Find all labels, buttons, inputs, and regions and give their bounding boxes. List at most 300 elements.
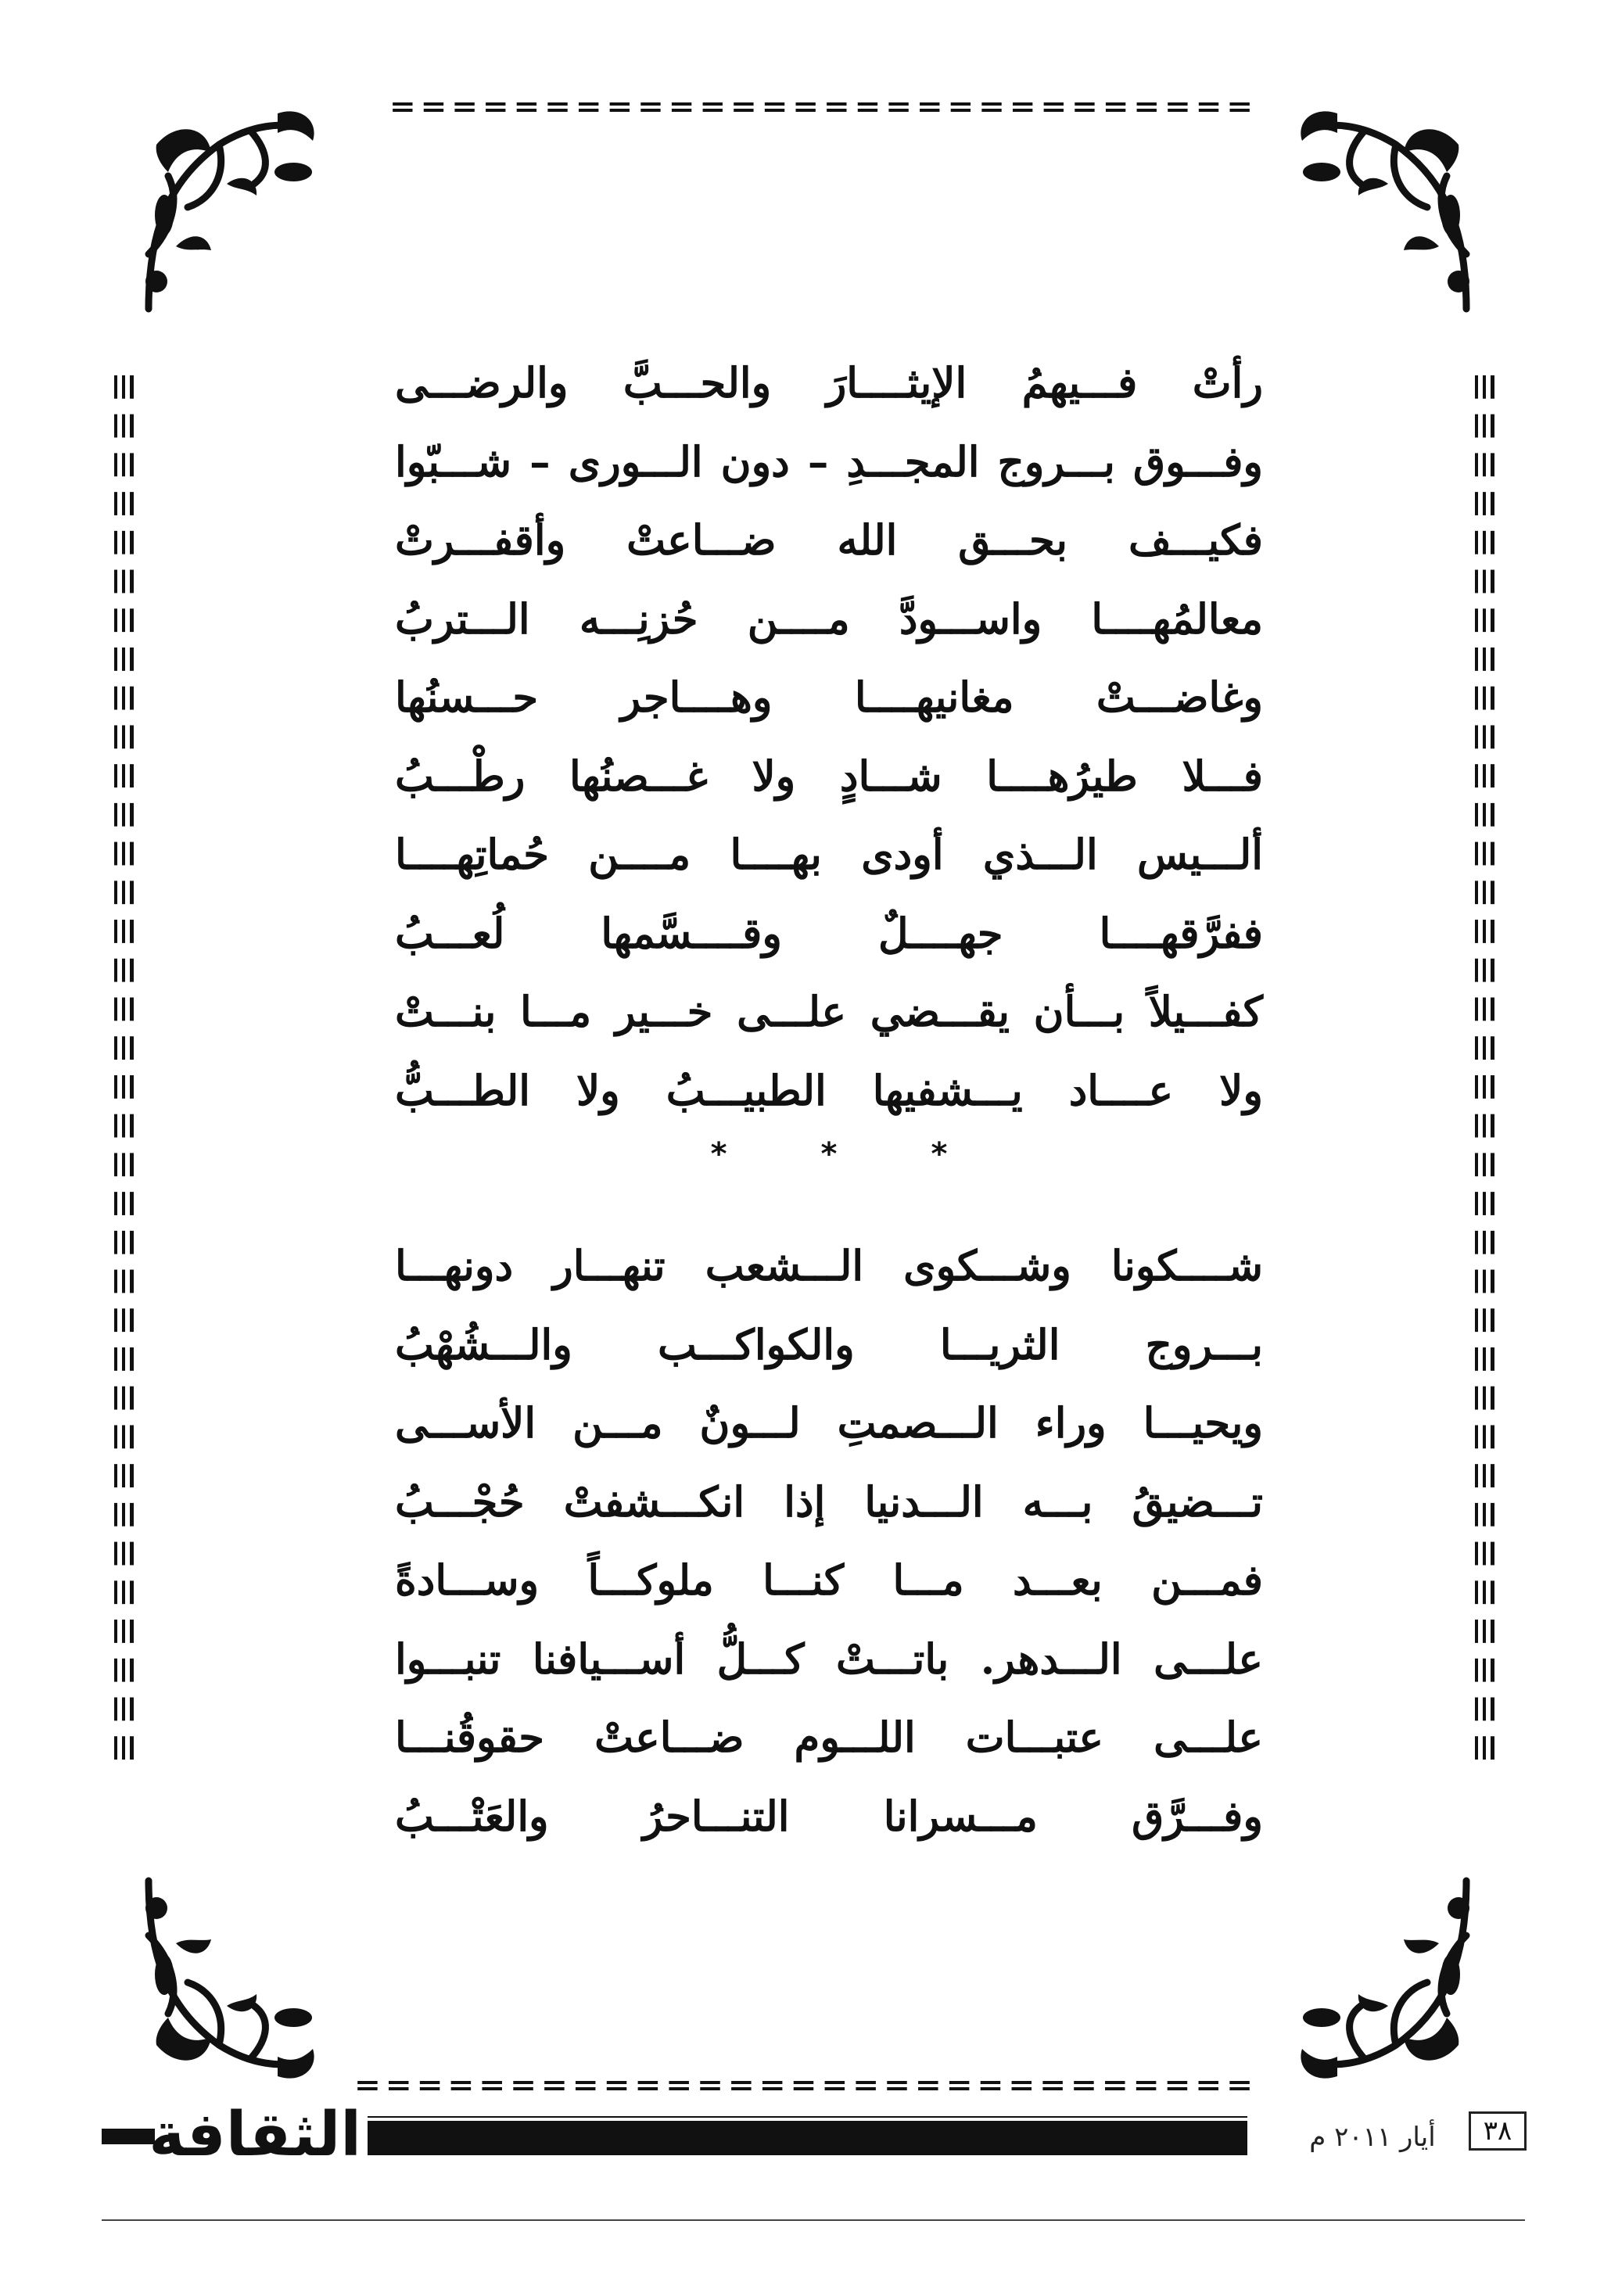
dash-mark bbox=[1012, 2087, 1032, 2090]
border-bar-mark bbox=[1483, 1270, 1486, 1293]
dash-mark bbox=[795, 102, 815, 106]
dash-mark bbox=[1199, 102, 1218, 106]
corner-ornament-bottom-left bbox=[133, 1873, 321, 2092]
issue-date: أيار ٢٠١١ م bbox=[1309, 2122, 1436, 2153]
border-bar-mark bbox=[1475, 531, 1478, 554]
border-bar-mark bbox=[1483, 1580, 1486, 1604]
border-bar-mark bbox=[130, 920, 134, 943]
dash-mark bbox=[1075, 109, 1094, 112]
dash-mark bbox=[703, 109, 723, 112]
border-bar-mark bbox=[1475, 375, 1478, 399]
border-bar-mark bbox=[1475, 1580, 1478, 1604]
border-bar-mark bbox=[114, 920, 117, 943]
dash-mark bbox=[981, 102, 1001, 106]
dash-mark bbox=[1199, 2087, 1218, 2090]
dash-mark bbox=[424, 102, 443, 106]
border-bar-mark bbox=[1475, 608, 1478, 632]
dash-mark bbox=[949, 2081, 969, 2084]
dash-mark bbox=[1168, 102, 1187, 106]
dash-mark bbox=[795, 109, 815, 112]
border-bar-mark bbox=[1475, 1075, 1478, 1099]
border-bar-mark bbox=[122, 608, 125, 632]
dash-mark bbox=[1042, 2087, 1062, 2090]
border-bar-mark bbox=[1475, 648, 1478, 671]
border-bar-mark bbox=[130, 1659, 134, 1682]
border-bar-mark bbox=[114, 1270, 117, 1293]
dash-mark bbox=[672, 102, 691, 106]
dash-mark bbox=[576, 2087, 595, 2090]
dash-mark bbox=[669, 2087, 688, 2090]
dash-mark bbox=[731, 2081, 751, 2084]
border-bar-mark bbox=[114, 1580, 117, 1604]
border-bar-mark bbox=[1475, 492, 1478, 515]
dash-mark bbox=[482, 2081, 501, 2084]
dash-mark bbox=[640, 102, 660, 106]
border-bar-mark bbox=[1475, 414, 1478, 438]
verse-line: فـــلا طيرُهــــا شـــادٍ ولا غـــصنُها رطْـــبُ bbox=[395, 752, 1263, 801]
border-bar-mark bbox=[114, 1542, 117, 1566]
border-bar-mark bbox=[1491, 687, 1494, 710]
dash-mark bbox=[357, 2081, 377, 2084]
dash-mark bbox=[703, 102, 723, 106]
dash-mark bbox=[794, 2081, 813, 2084]
verse-line: كفـــيلاً بـــأن يقـــضي علـــى خـــير مـــا بنـــتْ bbox=[395, 988, 1263, 1037]
border-bar-mark bbox=[1491, 1698, 1494, 1721]
border-bar-mark bbox=[130, 1580, 134, 1604]
border-bar-mark bbox=[1475, 1347, 1478, 1371]
border-bar-mark bbox=[114, 1036, 117, 1060]
border-bar-mark bbox=[114, 1308, 117, 1332]
dash-mark bbox=[454, 102, 474, 106]
border-bar-mark bbox=[130, 1698, 134, 1721]
border-bar-mark bbox=[130, 998, 134, 1021]
border-bar-mark bbox=[130, 803, 134, 827]
right-border-bars bbox=[1470, 368, 1502, 1767]
border-bar-mark bbox=[122, 959, 125, 982]
dash-mark bbox=[451, 2081, 471, 2084]
verse-line: فمـــن بعـــد مـــا كنـــا ملوكـــاً وســـادةً bbox=[395, 1556, 1263, 1605]
dash-mark bbox=[1044, 109, 1064, 112]
poem bbox=[395, 344, 1263, 1856]
border-bar-mark bbox=[130, 1153, 134, 1176]
border-bar-mark bbox=[122, 1542, 125, 1566]
border-bar-mark bbox=[114, 1659, 117, 1682]
border-bar-mark bbox=[114, 881, 117, 904]
separator-star: * bbox=[710, 1136, 727, 1172]
verse-line: وفـــوق بـــروج المجـــدِ – دون الـــورى – شـــبّوا bbox=[395, 437, 1263, 486]
border-bar-mark bbox=[1491, 725, 1494, 748]
dash-mark bbox=[357, 2087, 377, 2090]
border-bar-mark bbox=[114, 998, 117, 1021]
dash-mark bbox=[1168, 2081, 1187, 2084]
border-bar-mark bbox=[130, 1036, 134, 1060]
border-bar-mark bbox=[1475, 1231, 1478, 1254]
dash-mark bbox=[827, 102, 846, 106]
border-bar-mark bbox=[122, 1347, 125, 1371]
page-number: ٣٨ bbox=[1469, 2111, 1527, 2151]
dash-mark bbox=[1075, 102, 1094, 106]
border-bar-mark bbox=[130, 842, 134, 866]
border-bar-mark bbox=[1483, 570, 1486, 594]
dash-mark bbox=[1229, 109, 1249, 112]
border-bar-mark bbox=[1483, 959, 1486, 982]
verse-line: علـــى عتبـــات اللـــوم ضـــاعتْ حقوقُنـــا bbox=[395, 1713, 1263, 1763]
dash-mark bbox=[918, 2087, 938, 2090]
dash-mark bbox=[610, 102, 630, 106]
dash-mark bbox=[547, 102, 567, 106]
border-bar-mark bbox=[1483, 531, 1486, 554]
border-bar-mark bbox=[114, 1231, 117, 1254]
verse-line: ألـــيس الـــذي أودى بهــــا مــــن حُماتِهــــا bbox=[395, 831, 1263, 880]
border-bar-mark bbox=[1491, 1580, 1494, 1604]
border-bar-mark bbox=[1483, 1542, 1486, 1566]
dash-mark bbox=[513, 2087, 533, 2090]
border-bar-mark bbox=[1491, 1192, 1494, 1215]
border-bar-mark bbox=[130, 1270, 134, 1293]
border-bar-mark bbox=[1475, 1192, 1478, 1215]
dash-mark bbox=[734, 109, 753, 112]
stanza-1 bbox=[395, 344, 1263, 1130]
border-bar-mark bbox=[1475, 725, 1478, 748]
border-bar-mark bbox=[130, 1736, 134, 1760]
border-bar-mark bbox=[114, 1464, 117, 1487]
border-bar-mark bbox=[114, 842, 117, 866]
dash-mark bbox=[1229, 2081, 1249, 2084]
border-bar-mark bbox=[1491, 881, 1494, 904]
stanza-separator bbox=[395, 1130, 1263, 1208]
border-bar-mark bbox=[130, 1231, 134, 1254]
border-bar-mark bbox=[122, 998, 125, 1021]
dash-mark bbox=[825, 2081, 845, 2084]
border-bar-mark bbox=[130, 531, 134, 554]
border-bar-mark bbox=[1483, 920, 1486, 943]
dash-mark bbox=[1105, 2081, 1125, 2084]
footer-thin-rule bbox=[368, 2116, 1247, 2118]
border-bar-mark bbox=[122, 648, 125, 671]
border-bar-mark bbox=[114, 492, 117, 515]
footer-left-bar bbox=[102, 2129, 155, 2144]
border-bar-mark bbox=[1475, 1620, 1478, 1643]
border-bar-mark bbox=[130, 1075, 134, 1099]
dash-mark bbox=[920, 109, 939, 112]
border-bar-mark bbox=[1483, 375, 1486, 399]
dash-mark bbox=[1106, 102, 1125, 106]
border-bar-mark bbox=[122, 1464, 125, 1487]
border-bar-mark bbox=[130, 725, 134, 748]
border-bar-mark bbox=[1483, 1736, 1486, 1760]
dash-mark bbox=[949, 2087, 969, 2090]
border-bar-mark bbox=[1475, 1698, 1478, 1721]
dash-mark bbox=[482, 2087, 501, 2090]
dash-mark bbox=[607, 2087, 626, 2090]
dash-mark bbox=[858, 102, 877, 106]
border-bar-mark bbox=[1491, 1425, 1494, 1448]
border-bar-mark bbox=[122, 803, 125, 827]
separator-star: * bbox=[931, 1136, 948, 1172]
dash-mark bbox=[1074, 2087, 1093, 2090]
border-bar-mark bbox=[1475, 1114, 1478, 1138]
border-bar-mark bbox=[130, 1503, 134, 1526]
border-bar-mark bbox=[1475, 1736, 1478, 1760]
dash-mark bbox=[981, 2087, 1000, 2090]
dash-mark bbox=[731, 2087, 751, 2090]
border-bar-mark bbox=[1491, 1659, 1494, 1682]
verse-line: بـــروج الثريـــا والكواكـــب والـــشُهْبُ bbox=[395, 1320, 1263, 1369]
border-bar-mark bbox=[122, 1698, 125, 1721]
border-bar-mark bbox=[1475, 764, 1478, 787]
border-bar-mark bbox=[1483, 842, 1486, 866]
dash-mark bbox=[1013, 102, 1032, 106]
verse-line: وغاضـــتْ مغانيهــــا وهــــاجر حـــسنُها bbox=[395, 673, 1263, 723]
border-bar-mark bbox=[1491, 1503, 1494, 1526]
dash-mark bbox=[762, 2087, 782, 2090]
border-bar-mark bbox=[130, 375, 134, 399]
border-bar-mark bbox=[122, 453, 125, 476]
border-bar-mark bbox=[114, 1387, 117, 1410]
border-bar-mark bbox=[114, 531, 117, 554]
verse-line: ويحيـــا وراء الـــصمتِ لـــونٌ مـــن الأســـى bbox=[395, 1399, 1263, 1448]
dash-mark bbox=[827, 109, 846, 112]
dash-mark bbox=[451, 2087, 471, 2090]
border-bar-mark bbox=[1475, 1153, 1478, 1176]
footer-rule bbox=[102, 2219, 1525, 2221]
border-bar-mark bbox=[1491, 1542, 1494, 1566]
dash-mark bbox=[700, 2081, 719, 2084]
dash-mark bbox=[1137, 102, 1157, 106]
dash-mark bbox=[825, 2087, 845, 2090]
dash-mark bbox=[858, 109, 877, 112]
dash-mark bbox=[669, 2081, 688, 2084]
dash-mark bbox=[734, 102, 753, 106]
border-bar-mark bbox=[1475, 1270, 1478, 1293]
border-bar-mark bbox=[1483, 1503, 1486, 1526]
dash-mark bbox=[762, 2081, 782, 2084]
border-bar-mark bbox=[130, 1308, 134, 1332]
border-bar-mark bbox=[114, 1192, 117, 1215]
border-bar-mark bbox=[1475, 1425, 1478, 1448]
border-bar-mark bbox=[1483, 1075, 1486, 1099]
border-bar-mark bbox=[1491, 842, 1494, 866]
border-bar-mark bbox=[122, 375, 125, 399]
border-bar-mark bbox=[130, 764, 134, 787]
border-bar-mark bbox=[1491, 492, 1494, 515]
dash-mark bbox=[887, 2087, 906, 2090]
dash-mark bbox=[513, 2081, 533, 2084]
bottom-dashed-rule bbox=[352, 2080, 1255, 2093]
border-bar-mark bbox=[130, 608, 134, 632]
border-bar-mark bbox=[1483, 1308, 1486, 1332]
border-bar-mark bbox=[1483, 1620, 1486, 1643]
border-bar-mark bbox=[1491, 648, 1494, 671]
dash-mark bbox=[1105, 2087, 1125, 2090]
dash-mark bbox=[887, 2081, 906, 2084]
dash-mark bbox=[576, 2081, 595, 2084]
border-bar-mark bbox=[122, 1153, 125, 1176]
border-bar-mark bbox=[114, 414, 117, 438]
border-bar-mark bbox=[130, 959, 134, 982]
border-bar-mark bbox=[122, 1503, 125, 1526]
border-bar-mark bbox=[114, 453, 117, 476]
border-bar-mark bbox=[1475, 1542, 1478, 1566]
border-bar-mark bbox=[1475, 1503, 1478, 1526]
border-bar-mark bbox=[122, 1736, 125, 1760]
verse-line: تـــضيقُ بـــه الـــدنيا إذا انكـــشفتْ حُجْـــبُ bbox=[395, 1477, 1263, 1526]
border-bar-mark bbox=[114, 648, 117, 671]
border-bar-mark bbox=[1491, 570, 1494, 594]
border-bar-mark bbox=[1475, 453, 1478, 476]
dash-mark bbox=[1044, 102, 1064, 106]
dash-mark bbox=[1074, 2081, 1093, 2084]
border-bar-mark bbox=[1483, 1114, 1486, 1138]
dash-mark bbox=[1229, 102, 1249, 106]
border-bar-mark bbox=[1483, 1192, 1486, 1215]
border-bar-mark bbox=[130, 1464, 134, 1487]
dash-mark bbox=[638, 2087, 658, 2090]
dash-mark bbox=[951, 102, 971, 106]
border-bar-mark bbox=[122, 920, 125, 943]
verse-line: ولا عــــاد يـــشفيها الطبيـــبُ ولا الطـــبُّ bbox=[395, 1066, 1263, 1115]
border-bar-mark bbox=[130, 881, 134, 904]
dash-mark bbox=[393, 109, 412, 112]
border-bar-mark bbox=[1475, 687, 1478, 710]
border-bar-mark bbox=[122, 1270, 125, 1293]
border-bar-mark bbox=[1483, 725, 1486, 748]
verse-line: فكيـــف بحـــق الله ضـــاعتْ وأقفـــرتْ bbox=[395, 516, 1263, 565]
border-bar-mark bbox=[1475, 998, 1478, 1021]
border-bar-mark bbox=[1475, 881, 1478, 904]
border-bar-mark bbox=[1491, 375, 1494, 399]
dash-mark bbox=[579, 102, 598, 106]
dash-mark bbox=[765, 102, 784, 106]
dash-mark bbox=[486, 109, 505, 112]
dash-mark bbox=[389, 2087, 408, 2090]
border-bar-mark bbox=[1475, 1387, 1478, 1410]
border-bar-mark bbox=[1491, 1347, 1494, 1371]
border-bar-mark bbox=[1483, 1425, 1486, 1448]
verse-line: شــــكونا وشـــكوى الـــشعب تنهـــار دونهـــا bbox=[395, 1242, 1263, 1291]
separator-star: * bbox=[820, 1136, 838, 1172]
border-bar-mark bbox=[1483, 492, 1486, 515]
dash-mark bbox=[547, 109, 567, 112]
dash-mark bbox=[888, 102, 908, 106]
border-bar-mark bbox=[130, 1620, 134, 1643]
verse-line: وفـــرَّق مـــسرانا التنـــاحرُ والعَتْـــبُ bbox=[395, 1792, 1263, 1841]
border-bar-mark bbox=[1483, 1036, 1486, 1060]
border-bar-mark bbox=[1491, 414, 1494, 438]
border-bar-mark bbox=[1483, 1698, 1486, 1721]
verse-line: رأتْ فـــيهمُ الإيثــــارَ والحـــبَّ والرضـــى bbox=[395, 359, 1263, 408]
dash-mark bbox=[517, 102, 536, 106]
dash-mark bbox=[672, 109, 691, 112]
border-bar-mark bbox=[1491, 1114, 1494, 1138]
corner-ornament-bottom-right bbox=[1294, 1873, 1482, 2092]
border-bar-mark bbox=[130, 1542, 134, 1566]
dash-mark bbox=[700, 2087, 719, 2090]
footer-black-bar bbox=[368, 2121, 1247, 2155]
border-bar-mark bbox=[130, 1114, 134, 1138]
border-bar-mark bbox=[114, 1620, 117, 1643]
dash-mark bbox=[856, 2087, 875, 2090]
border-bar-mark bbox=[114, 570, 117, 594]
border-bar-mark bbox=[114, 1425, 117, 1448]
dash-mark bbox=[765, 109, 784, 112]
border-bar-mark bbox=[122, 414, 125, 438]
border-bar-mark bbox=[130, 687, 134, 710]
border-bar-mark bbox=[122, 725, 125, 748]
dash-mark bbox=[638, 2081, 658, 2084]
border-bar-mark bbox=[1491, 920, 1494, 943]
dash-mark bbox=[1168, 109, 1187, 112]
border-bar-mark bbox=[1475, 842, 1478, 866]
border-bar-mark bbox=[130, 492, 134, 515]
border-bar-mark bbox=[1475, 1308, 1478, 1332]
border-bar-mark bbox=[122, 1075, 125, 1099]
border-bar-mark bbox=[130, 1192, 134, 1215]
border-bar-mark bbox=[1483, 1231, 1486, 1254]
border-bar-mark bbox=[114, 608, 117, 632]
border-bar-mark bbox=[114, 725, 117, 748]
left-border-bars bbox=[109, 368, 141, 1767]
dash-mark bbox=[1136, 2087, 1156, 2090]
border-bar-mark bbox=[122, 531, 125, 554]
border-bar-mark bbox=[1475, 803, 1478, 827]
border-bar-mark bbox=[1491, 959, 1494, 982]
border-bar-mark bbox=[1475, 570, 1478, 594]
dash-mark bbox=[981, 2081, 1000, 2084]
dash-mark bbox=[1012, 2081, 1032, 2084]
verse-line: معالمُهــــا واســـودَّ مــــن حُزنِـــه الـــتربُ bbox=[395, 594, 1263, 644]
dash-mark bbox=[856, 2081, 875, 2084]
verse-line: علـــى الـــدهر. باتـــتْ كـــلُّ أســـيافنا تنبـــوا bbox=[395, 1634, 1263, 1684]
dash-mark bbox=[1106, 109, 1125, 112]
dash-mark bbox=[1136, 2081, 1156, 2084]
dash-mark bbox=[794, 2087, 813, 2090]
dash-mark bbox=[454, 109, 474, 112]
border-bar-mark bbox=[114, 1075, 117, 1099]
dash-mark bbox=[1013, 109, 1032, 112]
corner-ornament-top-left bbox=[133, 98, 321, 317]
border-bar-mark bbox=[1483, 881, 1486, 904]
border-bar-mark bbox=[122, 764, 125, 787]
border-bar-mark bbox=[114, 764, 117, 787]
border-bar-mark bbox=[114, 375, 117, 399]
border-bar-mark bbox=[1483, 1659, 1486, 1682]
verse-line: ففرَّقهــــا جهــــلٌ وقــــسَّمها لُعـــبُ bbox=[395, 909, 1263, 958]
border-bar-mark bbox=[1475, 1464, 1478, 1487]
border-bar-mark bbox=[122, 842, 125, 866]
dash-mark bbox=[1137, 109, 1157, 112]
dash-mark bbox=[610, 109, 630, 112]
dash-mark bbox=[918, 2081, 938, 2084]
border-bar-mark bbox=[122, 492, 125, 515]
border-bar-mark bbox=[122, 1659, 125, 1682]
border-bar-mark bbox=[130, 453, 134, 476]
dash-mark bbox=[607, 2081, 626, 2084]
dash-mark bbox=[1168, 2087, 1187, 2090]
dash-mark bbox=[486, 102, 505, 106]
border-bar-mark bbox=[114, 1698, 117, 1721]
border-bar-mark bbox=[1483, 687, 1486, 710]
dash-mark bbox=[1199, 2081, 1218, 2084]
top-dashed-rule bbox=[387, 102, 1255, 114]
border-bar-mark bbox=[1491, 1308, 1494, 1332]
border-bar-mark bbox=[1491, 1036, 1494, 1060]
border-bar-mark bbox=[130, 1387, 134, 1410]
border-bar-mark bbox=[1491, 803, 1494, 827]
border-bar-mark bbox=[114, 1503, 117, 1526]
border-bar-mark bbox=[1483, 414, 1486, 438]
border-bar-mark bbox=[130, 1425, 134, 1448]
